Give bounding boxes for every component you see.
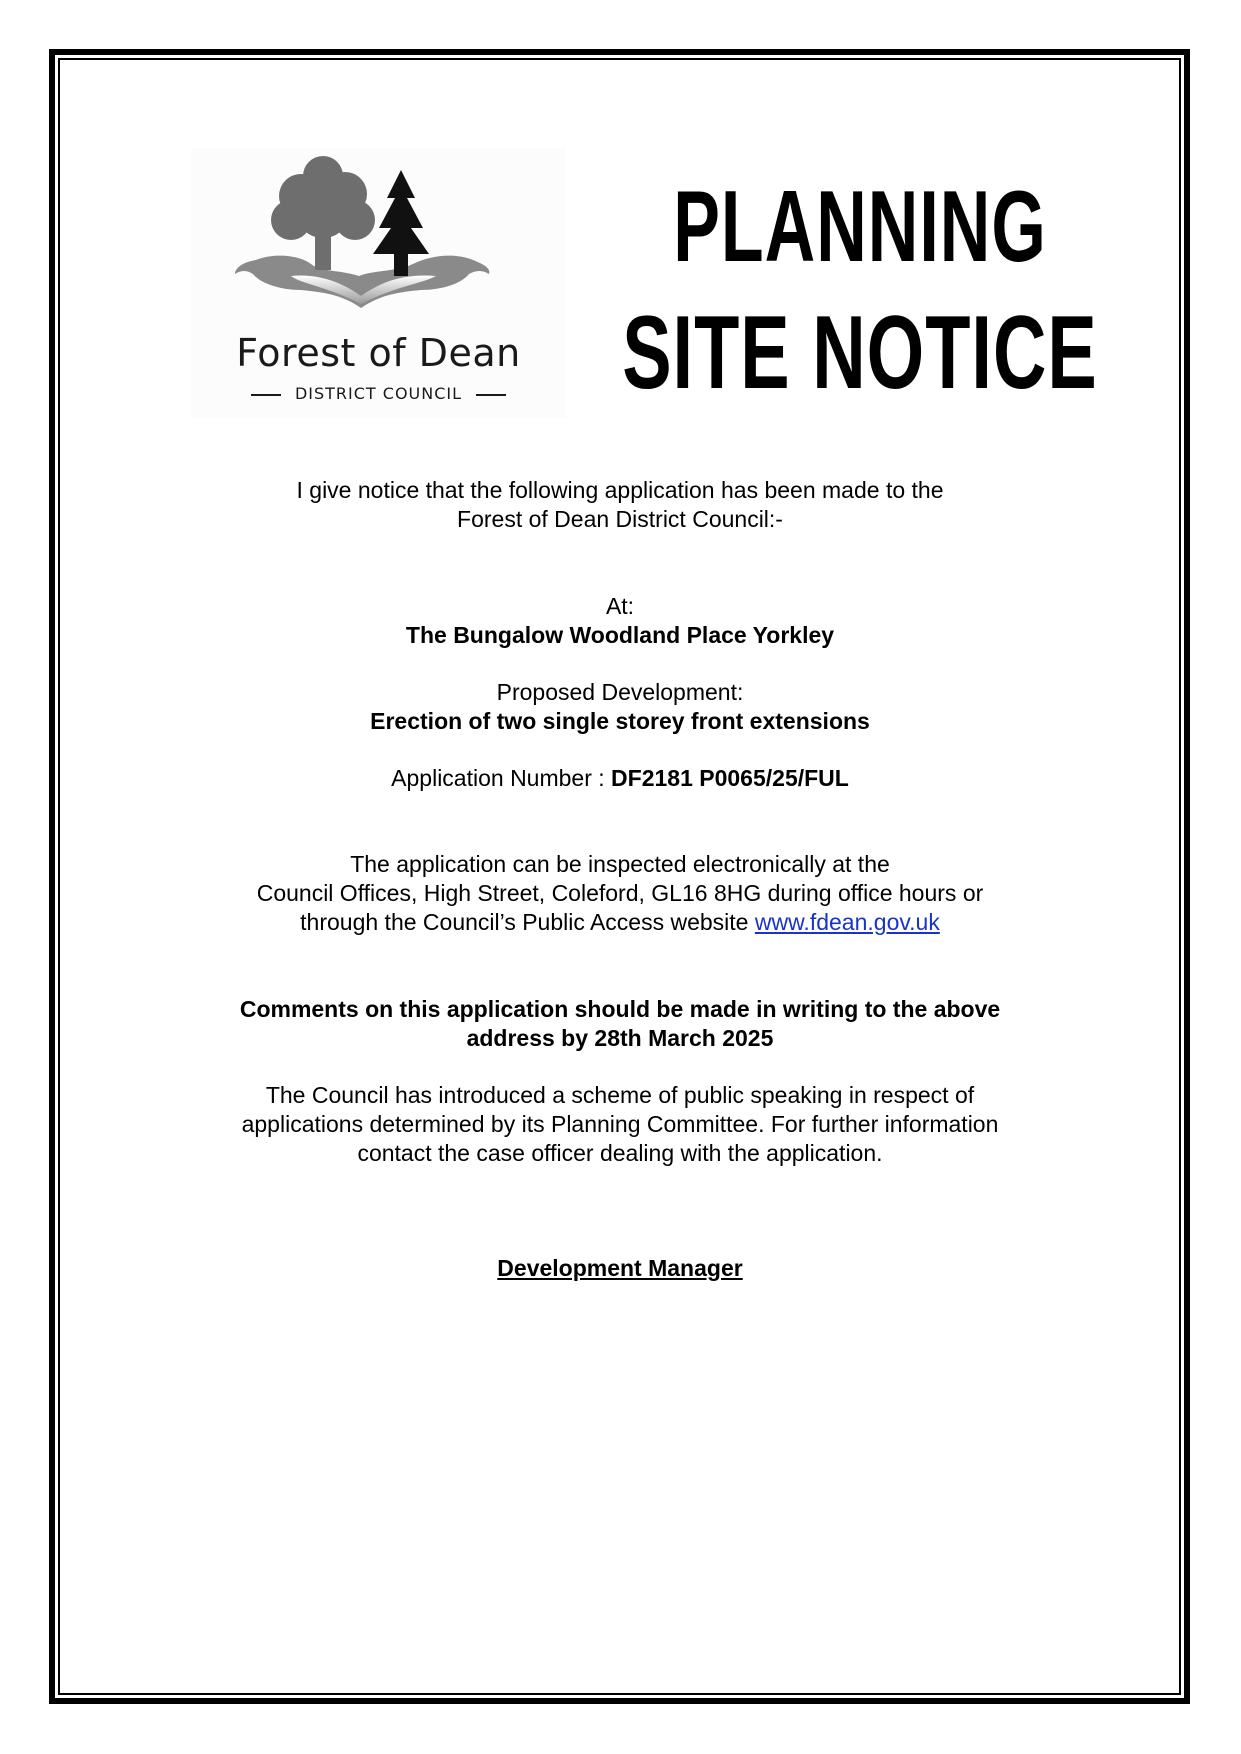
inspection-line-2: Council Offices, High Street, Coleford, GL16 8HG during office hours or	[256, 880, 984, 906]
council-subtitle	[191, 384, 566, 403]
public-speaking-line-2: applications determined by its Planning Committee. For further information	[241, 1111, 999, 1137]
intro-text	[170, 476, 1070, 534]
development-block	[170, 678, 1070, 736]
development-label: Proposed Development:	[496, 679, 744, 705]
title-site-notice: SITE NOTICE	[622, 294, 1098, 411]
location-block	[170, 592, 1070, 650]
comments-deadline	[170, 995, 1070, 1053]
tree-emblem-icon	[191, 148, 566, 338]
comments-line-2: address by 28th March 2025	[466, 1025, 774, 1051]
inspection-line-3	[170, 908, 1070, 937]
application-number: DF2181 P0065/25/FUL	[611, 765, 849, 791]
signature: Development Manager	[497, 1255, 743, 1281]
title-planning: PLANNING	[673, 169, 1047, 283]
inspection-line-1: The application can be inspected electronically at the	[350, 851, 890, 877]
council-subtitle-text: DISTRICT COUNCIL	[294, 384, 463, 403]
council-name: Forest of Dean	[236, 331, 521, 375]
comments-line-1: Comments on this application should be made in writing to the above	[239, 996, 1001, 1022]
intro-line-2: Forest of Dean District Council:-	[457, 506, 783, 532]
public-speaking-text	[170, 1081, 1070, 1168]
intro-line-1: I give notice that the following application has been made to the	[296, 477, 944, 503]
development-description: Erection of two single storey front extensions	[370, 708, 870, 734]
inspection-text	[170, 850, 1070, 937]
public-speaking-line-1: The Council has introduced a scheme of public speaking in respect of	[265, 1082, 975, 1108]
application-number-line	[170, 764, 1070, 793]
council-logo	[191, 148, 566, 418]
public-speaking-line-3: contact the case officer dealing with the application.	[357, 1140, 883, 1166]
left-rule	[251, 394, 281, 396]
signature-block	[170, 1254, 1070, 1283]
application-number-label: Application Number :	[391, 765, 612, 791]
site-address: The Bungalow Woodland Place Yorkley	[405, 622, 835, 648]
right-rule	[476, 394, 506, 396]
website-link[interactable]: www.fdean.gov.uk	[754, 909, 940, 935]
inspection-line-3-text: through the Council’s Public Access website	[300, 909, 755, 935]
location-label: At:	[605, 593, 635, 619]
